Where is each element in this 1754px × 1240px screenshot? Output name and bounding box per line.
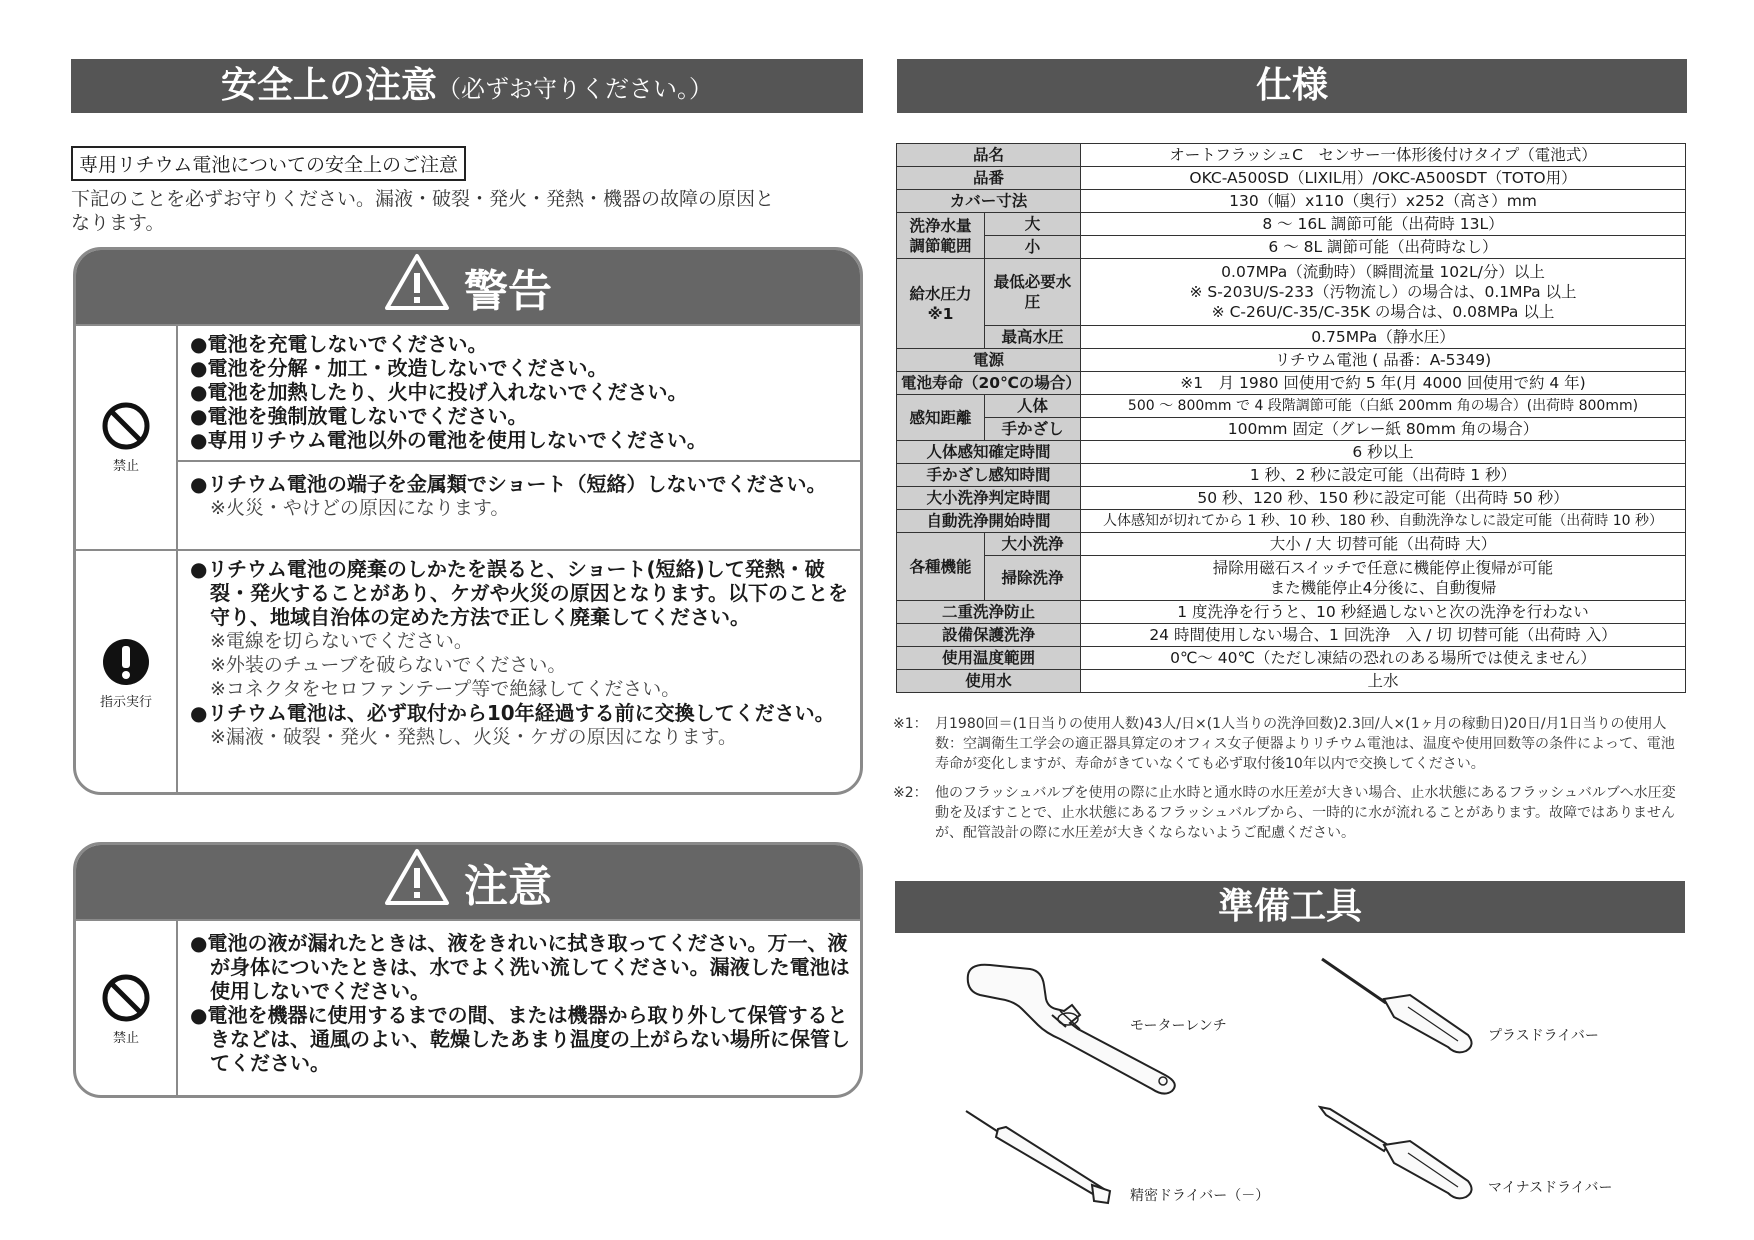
caution-bullet: ●電池を機器に使用するまでの間、または機器から取り外して保管するときなどは、通風のよい、乾燥したあまり温度の上がらない場所に保管してください。 bbox=[190, 1003, 850, 1075]
spec-key: 洗浄水量 調節範囲 bbox=[897, 213, 985, 259]
warning-header bbox=[76, 250, 860, 324]
spec-value: 掃除用磁石スイッチで任意に機能停止復帰が可能 また機能停止4分後に、自動復帰 bbox=[1081, 556, 1686, 601]
intro-line-2: なります。 bbox=[71, 212, 165, 234]
table-row bbox=[897, 326, 1686, 349]
spec-key: 給水圧力 ※1 bbox=[897, 259, 985, 349]
mandatory-label: 指示実行 bbox=[99, 695, 152, 710]
mandatory-icon bbox=[101, 637, 151, 691]
table-row bbox=[897, 487, 1686, 510]
battery-subhead: 専用リチウム電池についての安全上のご注意 bbox=[71, 146, 466, 181]
spec-value: 24 時間使用しない場合、1 回洗浄 入 / 切 切替可能（出荷時 入） bbox=[1081, 624, 1686, 647]
warning-note: ※外装のチューブを破らないでください。 bbox=[210, 654, 567, 676]
spec-value: 1 秒、2 秒に設定可能（出荷時 1 秒） bbox=[1081, 464, 1686, 487]
caution-text bbox=[176, 921, 860, 1097]
spec-key: 品番 bbox=[897, 167, 1081, 190]
spec-value: 6 秒以上 bbox=[1081, 441, 1686, 464]
warning-short-circuit bbox=[178, 460, 860, 526]
warning-row-mandatory bbox=[76, 549, 860, 795]
spec-value: 50 秒、120 秒、150 秒に設定可能（出荷時 50 秒） bbox=[1081, 487, 1686, 510]
table-row bbox=[897, 213, 1686, 236]
footnote-2 bbox=[893, 783, 1683, 843]
warning-note: ※火災・やけどの原因になります。 bbox=[210, 497, 510, 519]
warning-bullet: ●電池を分解・加工・改造しないでください。 bbox=[190, 356, 608, 380]
spec-subkey: 手かざし bbox=[985, 418, 1081, 441]
prohibit-label: 禁止 bbox=[112, 1030, 139, 1046]
spec-key: 品名 bbox=[897, 144, 1081, 167]
warning-bullet: ●リチウム電池の端子を金属類でショート（短絡）しないでください。 bbox=[190, 472, 827, 496]
spec-subkey: 大 bbox=[985, 213, 1081, 236]
flathead-screwdriver-icon bbox=[1318, 1105, 1478, 1205]
table-row bbox=[897, 601, 1686, 624]
warning-heading: 警告 bbox=[464, 266, 552, 317]
phillips-screwdriver-icon bbox=[1318, 955, 1478, 1055]
table-row bbox=[897, 647, 1686, 670]
spec-title: 仕様 bbox=[1255, 65, 1328, 106]
spec-subkey: 小 bbox=[985, 236, 1081, 259]
table-row bbox=[897, 670, 1686, 693]
warning-mandatory-text bbox=[176, 551, 860, 795]
warning-note: ※コネクタをセロファンテープ等で絶縁してください。 bbox=[210, 678, 681, 700]
spec-subkey: 最高水圧 bbox=[985, 326, 1081, 349]
warning-prohibit-col bbox=[76, 326, 176, 549]
precision-screwdriver-tool bbox=[960, 1105, 1290, 1205]
spec-key: 各種機能 bbox=[897, 533, 985, 601]
table-row bbox=[897, 190, 1686, 213]
warning-bullet: ●電池を加熱したり、火中に投げ入れないでください。 bbox=[190, 380, 688, 404]
spec-key: 感知距離 bbox=[897, 395, 985, 441]
phillips-screwdriver-tool bbox=[1318, 955, 1648, 1065]
table-row bbox=[897, 510, 1686, 533]
table-row bbox=[897, 464, 1686, 487]
warning-bullet: ●リチウム電池は、必ず取付から10年経過する前に交換してください。 bbox=[190, 701, 835, 725]
flathead-screwdriver-tool bbox=[1318, 1105, 1648, 1205]
spec-value: 大小 / 大 切替可能（出荷時 大） bbox=[1081, 533, 1686, 556]
spec-title-bar bbox=[897, 59, 1687, 113]
table-row bbox=[897, 167, 1686, 190]
table-row bbox=[897, 624, 1686, 647]
table-row bbox=[897, 349, 1686, 372]
caution-triangle-icon bbox=[384, 848, 450, 917]
warning-mandatory-col bbox=[76, 551, 176, 795]
footnote-2-mark: ※2： bbox=[893, 785, 928, 801]
prohibit-icon bbox=[101, 401, 151, 455]
warning-prohibit-text bbox=[176, 326, 860, 549]
battery-subhead-wrap bbox=[71, 146, 466, 181]
spec-value: 上水 bbox=[1081, 670, 1686, 693]
safety-title-sub: （必ずお守りください。） bbox=[437, 75, 713, 103]
intro-text bbox=[71, 187, 871, 235]
warning-note: ※電線を切らないでください。 bbox=[210, 630, 473, 652]
spec-value: 人体感知が切れてから 1 秒、10 秒、180 秒、自動洗浄なしに設定可能（出荷時 10 秒） bbox=[1081, 510, 1686, 533]
tool-label: モーターレンチ bbox=[1130, 1018, 1227, 1034]
spec-key: 二重洗浄防止 bbox=[897, 601, 1081, 624]
warning-bullet: ●電池を強制放電しないでください。 bbox=[190, 404, 528, 428]
warning-note: ※漏液・破裂・発火・発熱し、火災・ケガの原因になります。 bbox=[210, 726, 738, 748]
table-row bbox=[897, 533, 1686, 556]
tool-label: 精密ドライバー（－） bbox=[1130, 1188, 1270, 1204]
prohibit-label: 禁止 bbox=[112, 459, 139, 474]
spec-key: 電源 bbox=[897, 349, 1081, 372]
spec-value: 8 ～ 16L 調節可能（出荷時 13L） bbox=[1081, 213, 1686, 236]
table-row bbox=[897, 395, 1686, 418]
table-row bbox=[897, 441, 1686, 464]
safety-title: 安全上の注意 bbox=[220, 65, 437, 106]
monkey-wrench-tool bbox=[960, 955, 1260, 1095]
footnote-1-text: 月1980回＝(1日当りの使用人数)43人/日×(1人当りの洗浄回数)2.3回/人×(1ヶ月の稼動日)20日/月1日当りの使用人数：空調衛生工学会の適正器具算定のオフィス女子便器よりリチウム電池は、温度や使用回数等の条件によって、電池寿命が変化しますが、寿命がきていなくても必ず取付後10年以内で交換してください。 bbox=[935, 716, 1675, 772]
caution-header bbox=[76, 845, 860, 919]
spec-value: 130（幅）x110（奥行）x252（高さ）mm bbox=[1081, 190, 1686, 213]
spec-key: 設備保護洗浄 bbox=[897, 624, 1081, 647]
spec-value: オートフラッシュC センサー一体形後付けタイプ（電池式） bbox=[1081, 144, 1686, 167]
table-row bbox=[897, 556, 1686, 601]
intro-line-1: 下記のことを必ずお守りください。漏液・破裂・発火・発熱・機器の故障の原因と bbox=[71, 188, 775, 210]
spec-value: 0.07MPa（流動時）（瞬間流量 102L/分）以上 ※ S-203U/S-233（汚物流し）の場合は、0.1MPa 以上 ※ C-26U/C-35/C-35K の場合は、0.08MPa 以上 bbox=[1081, 259, 1686, 326]
spec-key: 使用温度範囲 bbox=[897, 647, 1081, 670]
spec-subkey: 人体 bbox=[985, 395, 1081, 418]
table-row bbox=[897, 418, 1686, 441]
warning-row-prohibit bbox=[76, 324, 860, 549]
footnote-1 bbox=[893, 714, 1683, 774]
spec-value: OKC-A500SD（LIXIL用）/OKC-A500SDT（TOTO用） bbox=[1081, 167, 1686, 190]
tool-label: プラスドライバー bbox=[1488, 1028, 1599, 1044]
warning-bullet: ●リチウム電池の廃棄のしかたを誤ると、ショート(短絡)して発熱・破裂・発火することがあり、ケガや火災の原因となります。以下のことを守り、地域自治体の定めた方法で正しく廃棄してください。 bbox=[190, 557, 848, 629]
caution-panel bbox=[73, 842, 863, 1098]
spec-key: 人体感知確定時間 bbox=[897, 441, 1081, 464]
caution-bullet: ●電池の液が漏れたときは、液をきれいに拭き取ってください。万一、液が身体についたときは、水でよく洗い流してください。漏液した電池は使用しないでください。 bbox=[190, 931, 850, 1003]
warning-triangle-icon bbox=[384, 253, 450, 322]
tools-title-bar bbox=[895, 881, 1685, 933]
spec-subkey: 大小洗浄 bbox=[985, 533, 1081, 556]
tool-label: マイナスドライバー bbox=[1488, 1180, 1613, 1196]
spec-value: 0℃～ 40℃（ただし凍結の恐れのある場所では使えません） bbox=[1081, 647, 1686, 670]
spec-value: ※1 月 1980 回使用で約 5 年(月 4000 回使用で約 4 年) bbox=[1081, 372, 1686, 395]
tools-title: 準備工具 bbox=[1217, 886, 1362, 927]
spec-key: 手かざし感知時間 bbox=[897, 464, 1081, 487]
spec-key: 大小洗浄判定時間 bbox=[897, 487, 1081, 510]
spec-subkey: 最低必要水圧 bbox=[985, 259, 1081, 326]
spec-value: 500 ～ 800mm で 4 段階調節可能（白紙 200mm 角の場合）(出荷時 800mm) bbox=[1081, 395, 1686, 418]
spec-value: リチウム電池 ( 品番：A-5349) bbox=[1081, 349, 1686, 372]
spec-key: 電池寿命（20℃の場合） bbox=[897, 372, 1081, 395]
warning-panel bbox=[73, 247, 863, 795]
spec-key: カバー寸法 bbox=[897, 190, 1081, 213]
footnote-1-mark: ※1： bbox=[893, 716, 928, 732]
caution-heading: 注意 bbox=[464, 861, 552, 912]
warning-bullet: ●専用リチウム電池以外の電池を使用しないでください。 bbox=[190, 428, 707, 452]
table-row bbox=[897, 259, 1686, 326]
precision-screwdriver-icon bbox=[960, 1105, 1120, 1205]
caution-prohibit-col bbox=[76, 921, 176, 1097]
spec-value: 0.75MPa（静水圧） bbox=[1081, 326, 1686, 349]
spec-value: 1 度洗浄を行うと、10 秒経過しないと次の洗浄を行わない bbox=[1081, 601, 1686, 624]
spec-table bbox=[896, 143, 1686, 693]
spec-value: 100mm 固定（グレー紙 80mm 角の場合） bbox=[1081, 418, 1686, 441]
table-row bbox=[897, 144, 1686, 167]
spec-subkey: 掃除洗浄 bbox=[985, 556, 1081, 601]
spec-value: 6 ～ 8L 調節可能（出荷時なし） bbox=[1081, 236, 1686, 259]
safety-title-bar bbox=[71, 59, 863, 113]
spec-table-wrap bbox=[896, 143, 1686, 693]
table-row bbox=[897, 372, 1686, 395]
spec-key: 自動洗浄開始時間 bbox=[897, 510, 1081, 533]
prohibit-icon bbox=[101, 973, 151, 1027]
warning-bullet: ●電池を充電しないでください。 bbox=[190, 332, 488, 356]
footnote-2-text: 他のフラッシュバルブを使用の際に止水時と通水時の水圧差が大きい場合、止水状態にあるフラッシュバルブへ水圧変動を及ぼすことで、止水状態にあるフラッシュバルブから、一時的に水が流れることがあります。故障ではありませんが、配管設計の際に水圧差が大きくならないようご配慮ください。 bbox=[935, 785, 1676, 841]
caution-row bbox=[76, 919, 860, 1097]
table-row bbox=[897, 236, 1686, 259]
spec-key: 使用水 bbox=[897, 670, 1081, 693]
